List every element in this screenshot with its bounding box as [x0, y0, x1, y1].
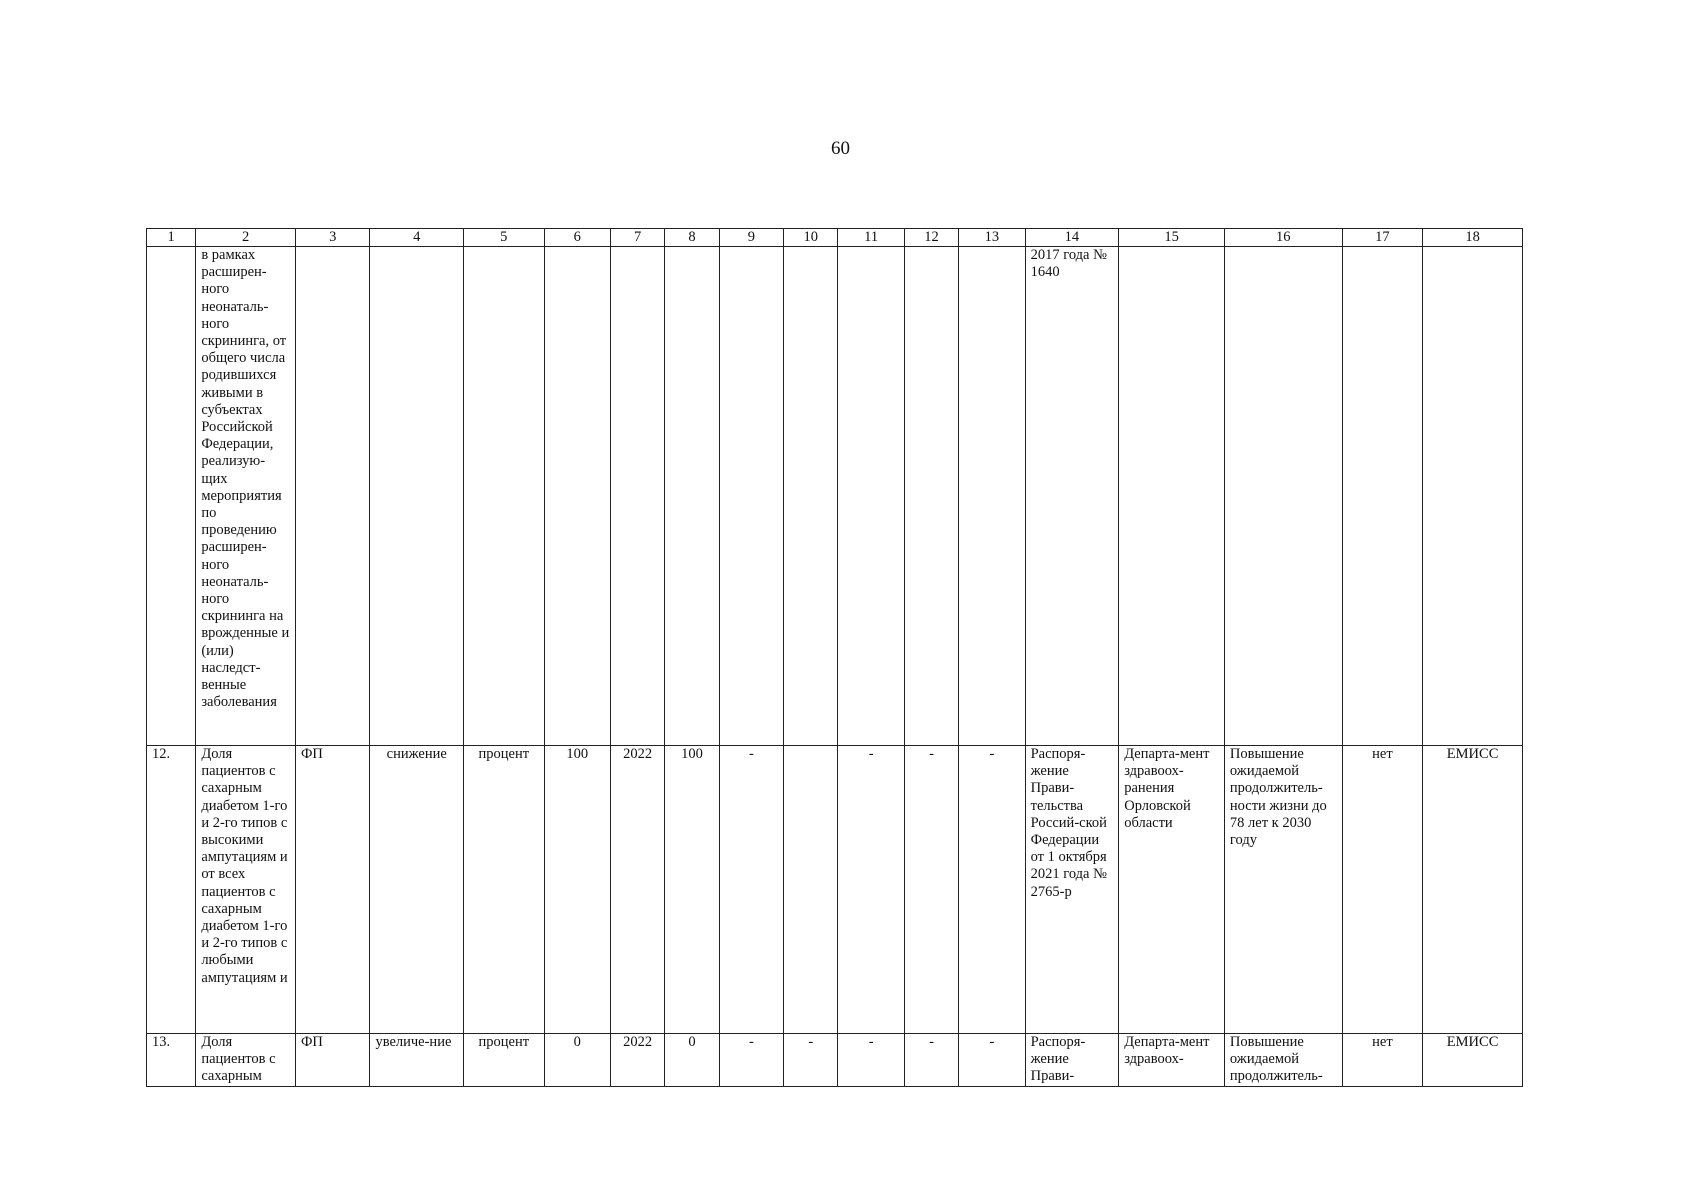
indicator-name: в рамках расширен-ного неонаталь-ного скрининга, от общего числа родившихся живыми в субъектах Российской Федерации, реализую-щих мероприятия по проведению расширен-ного неонаталь-ного скрининга на врожденные и (или) наследст-венные заболевания [196, 247, 296, 746]
indicator-name: Доля пациентов с сахарным диабетом 1-го и 2-го типов с высокими ампутациям и от всех пациентов с сахарным диабетом 1-го и 2-го типов с любыми ампутациям и [196, 746, 296, 1034]
source-cell: ФП [295, 1034, 369, 1087]
column-number: 17 [1342, 229, 1423, 247]
value-cell: - [719, 1034, 783, 1087]
trend-cell: снижение [370, 746, 464, 1034]
column-number: 5 [464, 229, 545, 247]
flag-cell: нет [1342, 1034, 1423, 1087]
column-number: 8 [665, 229, 719, 247]
value-cell: - [838, 746, 904, 1034]
column-number: 15 [1119, 229, 1225, 247]
value-cell: - [784, 1034, 838, 1087]
table-cell [719, 247, 783, 746]
unit-cell: процент [464, 746, 545, 1034]
column-number: 18 [1423, 229, 1523, 247]
column-number: 1 [147, 229, 196, 247]
table-cell [904, 247, 958, 746]
table-cell [464, 247, 545, 746]
value-cell [784, 746, 838, 1034]
legal-basis: Распоря-жение Прави-тельства Россий-ской Федерации от 1 октября 2021 года № 2765-р [1025, 746, 1119, 1034]
value-cell: - [719, 746, 783, 1034]
base-value-cell: 0 [544, 1034, 610, 1087]
table-cell [959, 247, 1025, 746]
value-cell: 0 [665, 1034, 719, 1087]
data-source-cell: ЕМИСС [1423, 1034, 1523, 1087]
table-cell [1224, 247, 1342, 746]
value-cell: - [904, 1034, 958, 1087]
table-row [147, 1034, 1523, 1087]
unit-cell: процент [464, 1034, 545, 1087]
value-cell: - [959, 746, 1025, 1034]
base-year-cell: 2022 [610, 746, 664, 1034]
source-cell: ФП [295, 746, 369, 1034]
row-number: 13. [147, 1034, 196, 1087]
table-row [147, 247, 1523, 746]
column-number: 3 [295, 229, 369, 247]
goal-cell: Повышение ожидаемой продолжитель- [1224, 1034, 1342, 1087]
column-number: 9 [719, 229, 783, 247]
table-cell [665, 247, 719, 746]
column-number: 14 [1025, 229, 1119, 247]
page-number: 60 [831, 138, 850, 159]
column-number: 2 [196, 229, 296, 247]
indicator-name: Доля пациентов с сахарным [196, 1034, 296, 1087]
column-number: 12 [904, 229, 958, 247]
value-cell: - [838, 1034, 904, 1087]
table-cell [544, 247, 610, 746]
column-number: 13 [959, 229, 1025, 247]
base-value-cell: 100 [544, 746, 610, 1034]
column-numbers-row [147, 229, 1523, 247]
table-cell [295, 247, 369, 746]
indicators-table [146, 228, 1523, 1087]
column-number: 6 [544, 229, 610, 247]
goal-cell: Повышение ожидаемой продолжитель-ности жизни до 78 лет к 2030 году [1224, 746, 1342, 1034]
value-cell: - [959, 1034, 1025, 1087]
table-cell [1423, 247, 1523, 746]
row-number: 12. [147, 746, 196, 1034]
legal-basis: 2017 года № 1640 [1025, 247, 1119, 746]
row-number [147, 247, 196, 746]
table-cell [1342, 247, 1423, 746]
column-number: 16 [1224, 229, 1342, 247]
table-cell [784, 247, 838, 746]
legal-basis: Распоря-жение Прави- [1025, 1034, 1119, 1087]
value-cell: 100 [665, 746, 719, 1034]
base-year-cell: 2022 [610, 1034, 664, 1087]
table-cell [838, 247, 904, 746]
responsible-cell: Департа-мент здравоох-ранения Орловской области [1119, 746, 1225, 1034]
table-row [147, 746, 1523, 1034]
column-number: 11 [838, 229, 904, 247]
column-number: 7 [610, 229, 664, 247]
data-source-cell: ЕМИСС [1423, 746, 1523, 1034]
table-cell [610, 247, 664, 746]
table-cell [370, 247, 464, 746]
column-number: 4 [370, 229, 464, 247]
flag-cell: нет [1342, 746, 1423, 1034]
responsible-cell: Департа-мент здравоох- [1119, 1034, 1225, 1087]
table-cell [1119, 247, 1225, 746]
value-cell: - [904, 746, 958, 1034]
column-number: 10 [784, 229, 838, 247]
trend-cell: увеличе-ние [370, 1034, 464, 1087]
